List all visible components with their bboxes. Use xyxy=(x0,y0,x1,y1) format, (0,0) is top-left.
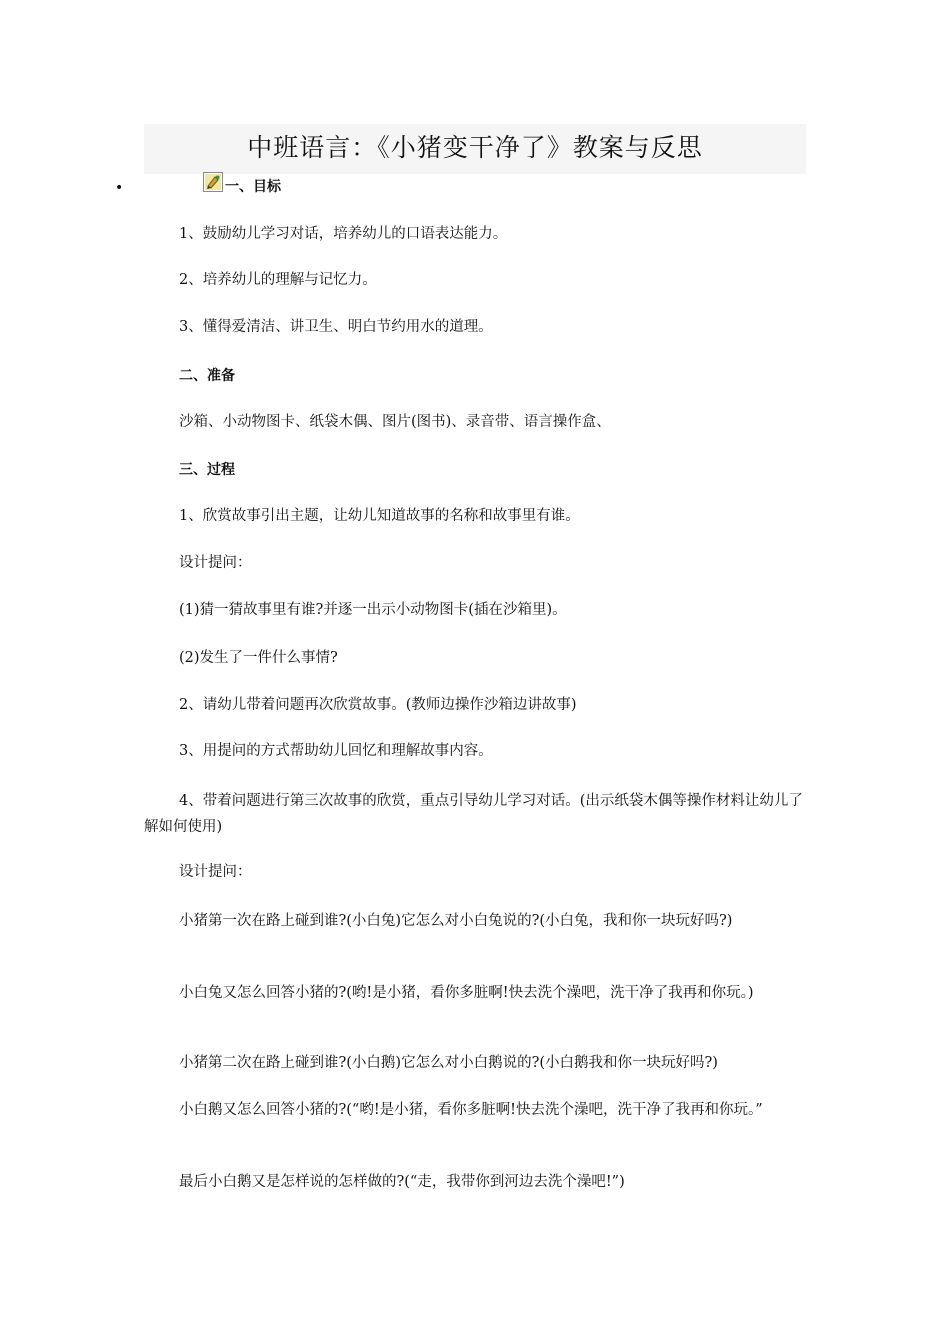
process-item: 小白鹅又怎么回答小猪的?(“哟!是小猪，看你多脏啊!快去洗个澡吧，洗干净了我再和你玩。” xyxy=(179,1102,763,1118)
process-item: 1、欣赏故事引出主题，让幼儿知道故事的名称和故事里有谁。 xyxy=(179,508,580,524)
process-item: 小白兔又怎么回答小猪的?(哟!是小猪，看你多脏啊!快去洗个澡吧，洗干净了我再和你玩。) xyxy=(179,985,754,1001)
section-heading-goals: 一、目标 xyxy=(225,179,281,195)
goal-item: 3、懂得爱清洁、讲卫生、明白节约用水的道理。 xyxy=(179,319,493,335)
process-item: 4、带着问题进行第三次故事的欣赏，重点引导幼儿学习对话。(出示纸袋木偶等操作材料让幼儿了解如何使用) xyxy=(144,793,803,835)
page-title: 中班语言：《小猪变干净了》教案与反思 xyxy=(247,133,703,162)
section-heading-prep: 二、准备 xyxy=(179,368,235,384)
process-item: 最后小白鹅又是怎样说的怎样做的?(“走，我带你到河边去洗个澡吧!”) xyxy=(179,1174,625,1190)
process-item: 设计提问： xyxy=(179,864,252,880)
list-bullet: • xyxy=(115,180,124,196)
goal-item: 2、培养幼儿的理解与记忆力。 xyxy=(179,272,377,288)
process-item: (2)发生了一件什么事情? xyxy=(179,650,338,666)
process-item: 小猪第一次在路上碰到谁?(小白兔)它怎么对小白兔说的?(小白兔，我和你一块玩好吗?) xyxy=(179,913,733,929)
process-item: 3、用提问的方式帮助幼儿回忆和理解故事内容。 xyxy=(179,743,493,759)
prep-text: 沙箱、小动物图卡、纸袋木偶、图片(图书)、录音带、语言操作盒、 xyxy=(179,414,611,430)
goal-item: 1、鼓励幼儿学习对话，培养幼儿的口语表达能力。 xyxy=(179,226,508,242)
process-item: 小猪第二次在路上碰到谁?(小白鹅)它怎么对小白鹅说的?(小白鹅我和你一块玩好吗?) xyxy=(179,1055,718,1071)
process-item: 2、请幼儿带着问题再次欣赏故事。(教师边操作沙箱边讲故事) xyxy=(179,697,577,713)
section-heading-process: 三、过程 xyxy=(179,462,235,478)
edit-pencil-icon xyxy=(203,172,223,192)
process-item: 设计提问： xyxy=(179,555,252,571)
process-item: (1)猜一猜故事里有谁?并逐一出示小动物图卡(插在沙箱里)。 xyxy=(179,602,567,618)
